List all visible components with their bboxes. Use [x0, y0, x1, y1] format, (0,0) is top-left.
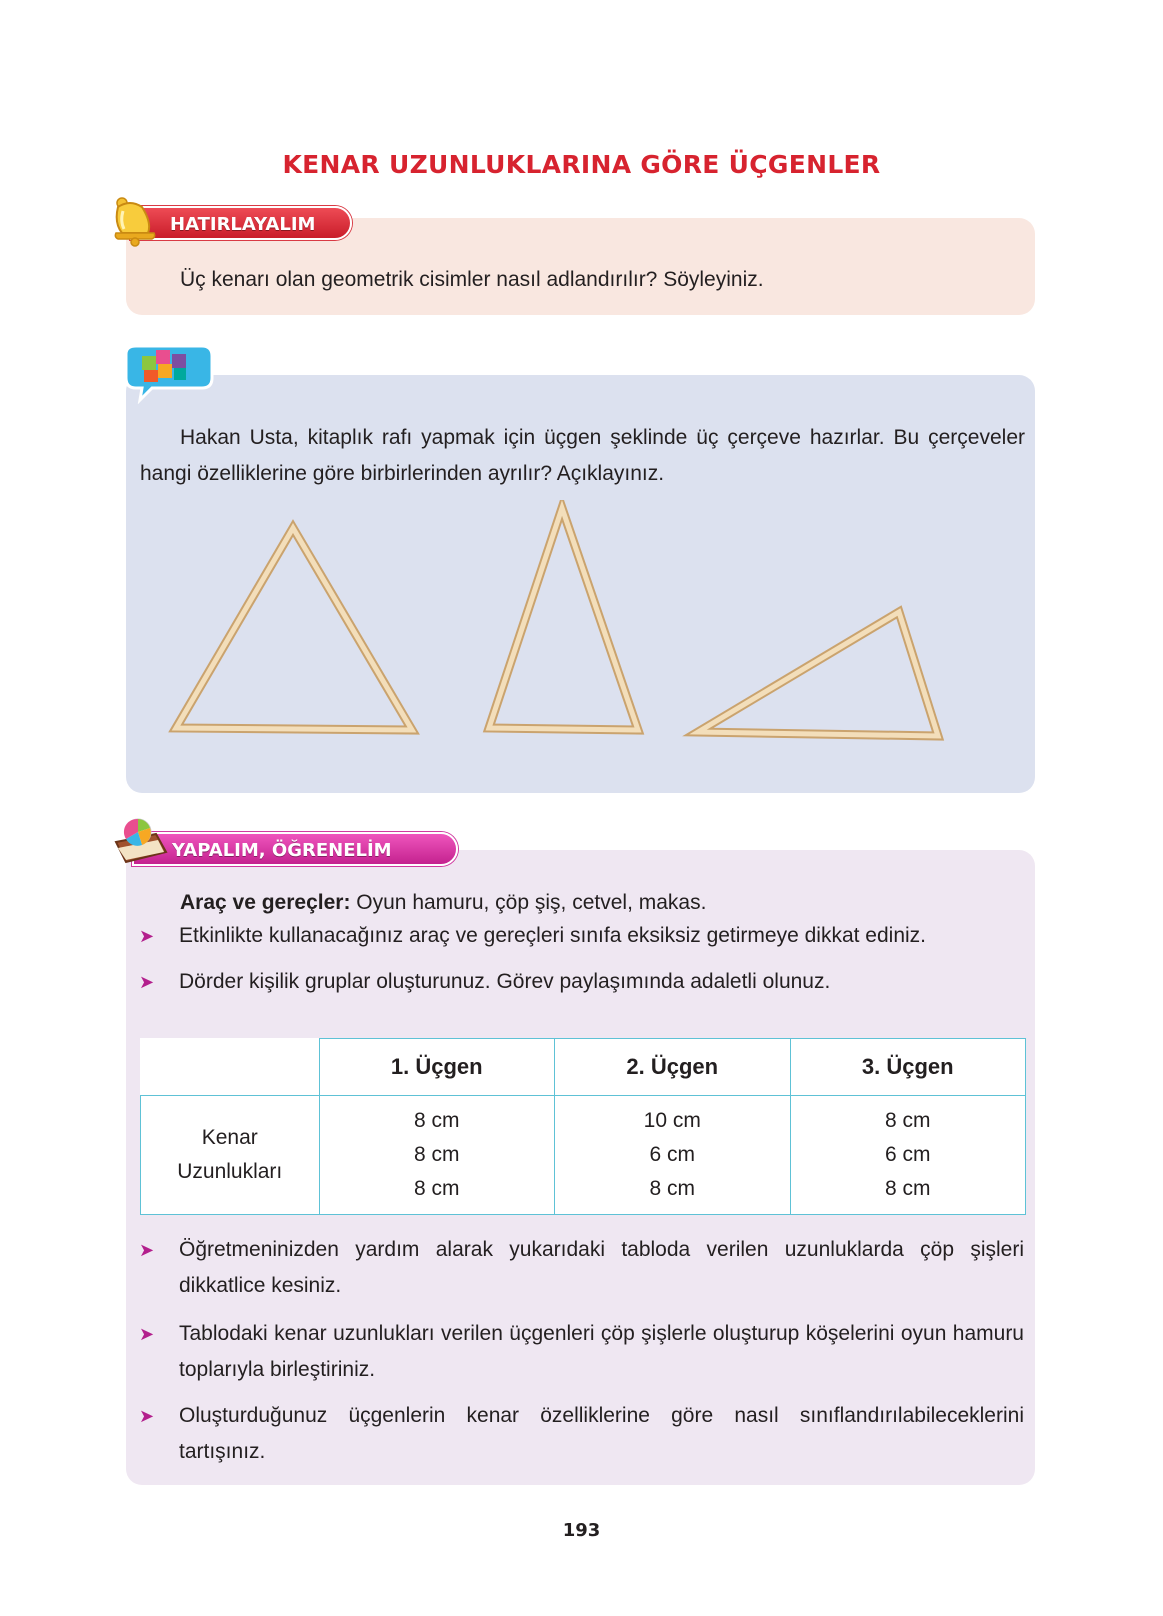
side-length: 8 cm [413, 1143, 460, 1166]
list-item [139, 1398, 1024, 1470]
recall-tag: HATIRLAYALIM [130, 206, 352, 240]
page-title: KENAR UZUNLUKLARINA GÖRE ÜÇGENLER [282, 150, 881, 179]
arrow-bullet-icon: ➤ [139, 1406, 155, 1426]
list-item-text: Öğretmeninizden yardım alarak yukarıdaki tabloda verilen uzunluklarda çöp şişleri dikkatlice kesiniz. [179, 1238, 1024, 1297]
side-length: 10 cm [643, 1109, 701, 1132]
book-icon [112, 812, 170, 872]
recall-question: Üç kenarı olan geometrik cisimler nasıl adlandırılır? Söyleyiniz. [180, 268, 764, 291]
learn-tag: YAPALIM, ÖĞRENELİM [132, 832, 458, 866]
table-header: 3. Üçgen [790, 1039, 1026, 1096]
list-item-text: Oluşturduğunuz üçgenlerin kenar özelliklerine göre nasıl sınıflandırılabileceklerini tartışınız. [179, 1404, 1024, 1463]
arrow-bullet-icon: ➤ [139, 972, 155, 992]
side-lengths-table [140, 1038, 1026, 1211]
side-length: 8 cm [884, 1109, 931, 1132]
list-item-text: Tablodaki kenar uzunlukları verilen üçgenleri çöp şişlerle oluşturup köşelerini oyun hamuru toplarıyla birleştiriniz. [179, 1322, 1024, 1381]
arrow-bullet-icon: ➤ [139, 1240, 155, 1260]
problem-text: Hakan Usta, kitaplık rafı yapmak için üçgen şeklinde üç çerçeve hazırlar. Bu çerçeveler hangi özelliklerine göre birbirlerinden ayrılır? Açıklayınız. [140, 426, 1025, 485]
arrow-bullet-icon: ➤ [139, 1324, 155, 1344]
table-row [141, 1096, 1026, 1215]
stick-triangle-icon [698, 612, 938, 736]
stick-triangles-illustration [126, 500, 1035, 790]
side-length: 8 cm [884, 1177, 931, 1200]
row-label-line: Uzunlukları [177, 1160, 283, 1183]
table-header: 1. Üçgen [319, 1039, 555, 1096]
side-length: 8 cm [649, 1177, 695, 1200]
list-item [139, 1232, 1024, 1304]
stick-triangle-icon [489, 508, 638, 730]
table-cell [790, 1096, 1026, 1215]
page-number: 193 [562, 1520, 601, 1541]
row-label [141, 1096, 320, 1215]
stick-triangle-icon [176, 528, 412, 730]
row-label-line: Kenar [201, 1126, 258, 1149]
list-item [139, 964, 1024, 1000]
side-length: 6 cm [649, 1143, 695, 1166]
materials-line [180, 891, 706, 915]
materials-text: Oyun hamuru, çöp şiş, cetvel, makas. [350, 891, 707, 914]
materials-label: Araç ve gereçler: [180, 891, 351, 914]
arrow-bullet-icon: ➤ [139, 926, 155, 946]
list-item-text: Dörder kişilik gruplar oluşturunuz. Görev paylaşımında adaletli olunuz. [179, 970, 831, 993]
list-item-text: Etkinlikte kullanacağınız araç ve gereçleri sınıfa eksiksiz getirmeye dikkat ediniz. [179, 924, 926, 947]
side-length: 6 cm [884, 1143, 931, 1166]
side-length: 8 cm [413, 1109, 460, 1132]
bell-icon [108, 193, 162, 247]
table-cell [319, 1096, 555, 1215]
table-corner [141, 1039, 320, 1096]
side-length: 8 cm [413, 1177, 460, 1200]
table-cell [555, 1096, 791, 1215]
puzzle-icon [118, 334, 220, 404]
list-item [139, 918, 1024, 954]
list-item [139, 1316, 1024, 1388]
table-header: 2. Üçgen [555, 1039, 791, 1096]
